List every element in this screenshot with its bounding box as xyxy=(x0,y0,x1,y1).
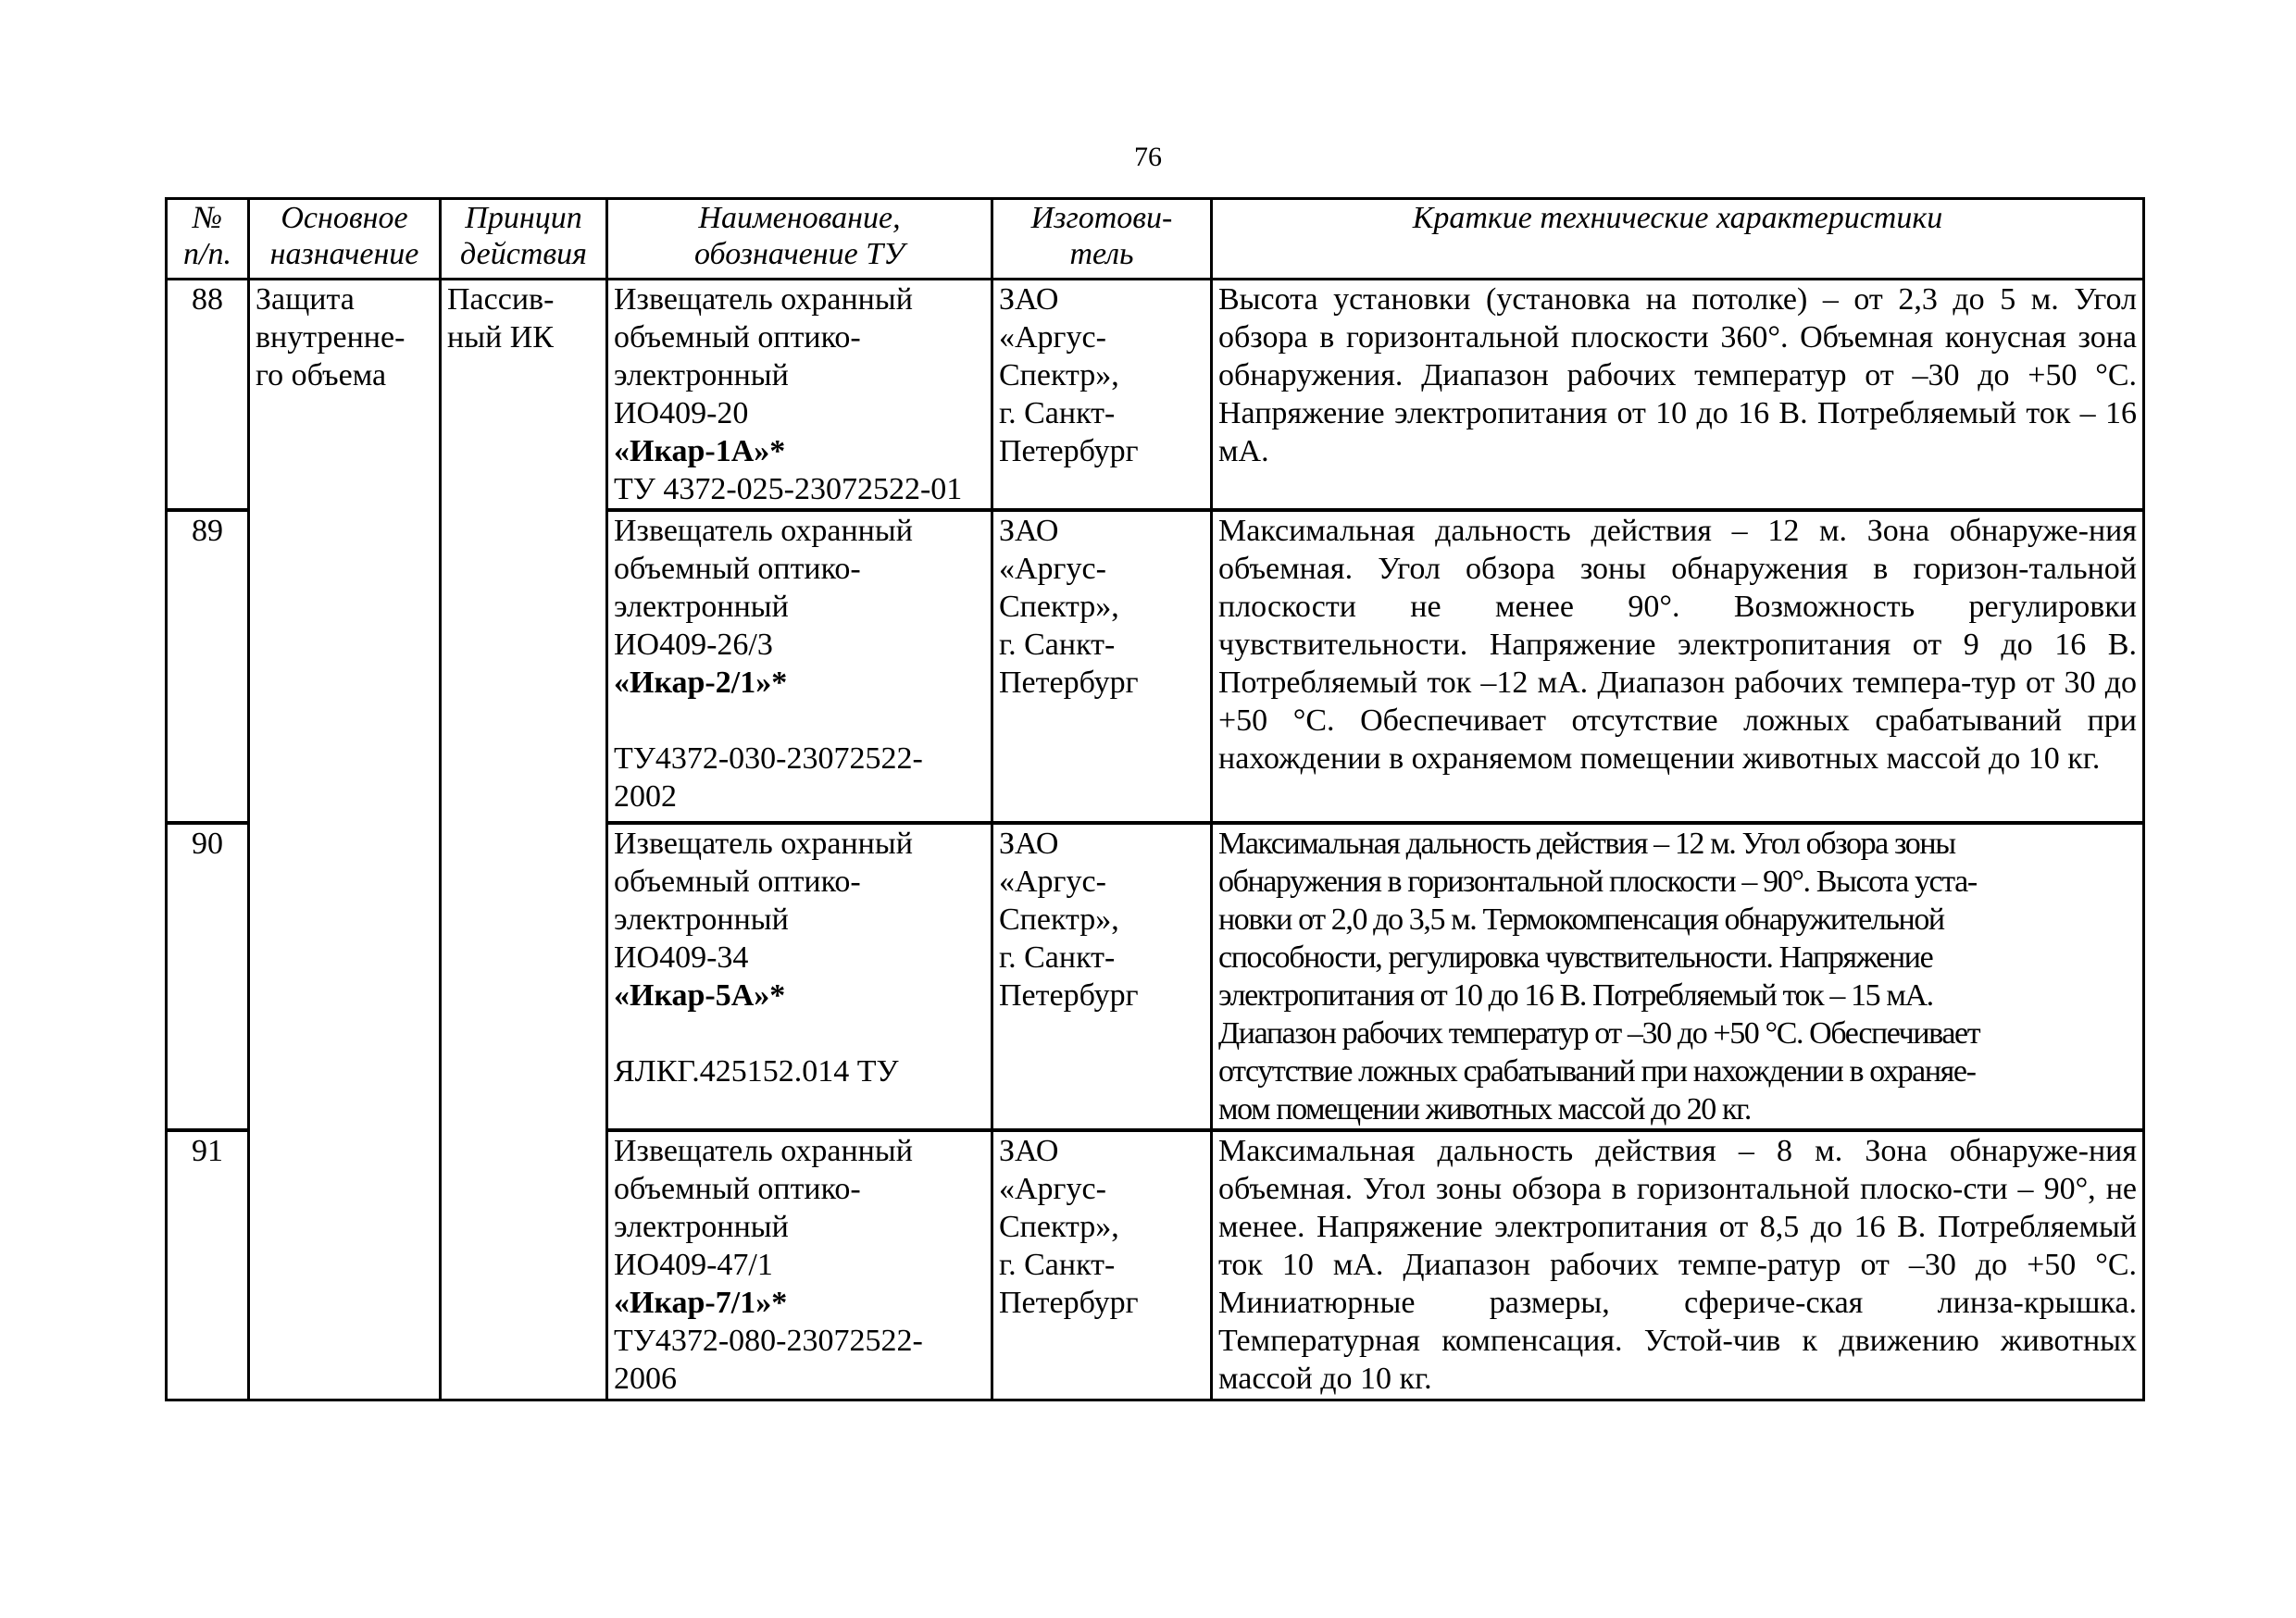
row-number: 89 xyxy=(167,510,249,823)
manufacturer-cell: ЗАО «Аргус- Спектр», г. Санкт- Петербург xyxy=(992,1130,1212,1400)
manufacturer-cell: ЗАО «Аргус- Спектр», г. Санкт- Петербург xyxy=(992,823,1212,1130)
product-tu: ТУ 4372-025-23072522-01 xyxy=(614,472,963,506)
page-number: 76 xyxy=(1134,142,1162,172)
product-name-cell: Извещатель охранный объемный оптико- электронный ИО409-34 «Икар-5А»* ЯЛКГ.425152.014 ТУ xyxy=(607,823,992,1130)
product-name-cell: Извещатель охранный объемный оптико- электронный ИО409-26/3 «Икар-2/1»* ТУ4372-030-23072522- 2002 xyxy=(607,510,992,823)
purpose-cell: Защита внутренне- го объема xyxy=(249,280,441,1400)
product-name-cell: Извещатель охранный объемный оптико- электронный ИО409-20 «Икар-1А»* ТУ 4372-025-23072522-01 xyxy=(607,280,992,511)
header-num: № п/п. xyxy=(167,199,249,280)
principle-cell: Пассив- ный ИК xyxy=(441,280,607,1400)
row-number: 90 xyxy=(167,823,249,1130)
table-row xyxy=(167,280,2144,511)
detector-spec-table xyxy=(165,197,2145,1401)
header-purpose: Основное назначение xyxy=(249,199,441,280)
header-name: Наименование, обозначение ТУ xyxy=(607,199,992,280)
table-header-row xyxy=(167,199,2144,280)
header-maker: Изготови- тель xyxy=(992,199,1212,280)
header-specs: Краткие технические характеристики xyxy=(1212,199,2144,280)
header-principle: Принцип действия xyxy=(441,199,607,280)
specs-cell: Максимальная дальность действия – 8 м. Зона обнаруже-ния объемная. Угол зоны обзора в горизонтальной плоско-сти – 90°, не менее. Напряжение электропитания от 8,5 до 16 В. Потребляемый ток 10 мА. Диапазон рабочих темпе-ратур от –30 до +50 °С. Миниатюрные размеры, сфериче-ская линза-крышка. Температурная компенсация. Устой-чив к движению животных массой до 10 кг. xyxy=(1212,1130,2144,1400)
manufacturer-cell: ЗАО «Аргус- Спектр», г. Санкт- Петербург xyxy=(992,280,1212,511)
product-model: «Икар-1А»* xyxy=(614,434,786,468)
product-tu: ТУ4372-080-23072522- xyxy=(614,1324,923,1358)
specs-cell: Высота установки (установка на потолке) – от 2,3 до 5 м. Угол обзора в горизонтальной плоскости 360°. Объемная конусная зона обнаружения. Диапазон рабочих температур от –30 до +50 °С. Напряжение электропитания от 10 до 16 В. Потребляемый ток – 16 мА. xyxy=(1212,280,2144,511)
row-number: 91 xyxy=(167,1130,249,1400)
product-name-cell: Извещатель охранный объемный оптико- электронный ИО409-47/1 «Икар-7/1»* ТУ4372-080-23072522- 2006 xyxy=(607,1130,992,1400)
manufacturer-cell: ЗАО «Аргус- Спектр», г. Санкт- Петербург xyxy=(992,510,1212,823)
specs-cell: Максимальная дальность действия – 12 м. Зона обнаруже-ния объемная. Угол обзора зоны обнаружения в горизон-тальной плоскости не менее 90°. Возможность регулировки чувствительности. Напряжение электропитания от 9 до 16 В. Потребляемый ток –12 мА. Диапазон рабочих темпера-тур от 30 до +50 °С. Обеспечивает отсутствие ложных срабатываний при нахождении в охраняемом помещении животных массой до 10 кг. xyxy=(1212,510,2144,823)
product-tu: ЯЛКГ.425152.014 ТУ xyxy=(614,1054,899,1089)
row-number: 88 xyxy=(167,280,249,511)
product-model: «Икар-5А»* xyxy=(614,978,786,1013)
specs-cell: Максимальная дальность действия – 12 м. Угол обзора зоны обнаружения в горизонтальной плоскости – 90°. Высота уста- новки от 2,0 до 3,5 м. Термокомпенсация обнаружительной способности, регулировка чувствительности. Напряжение электропитания от 10 до 16 В. Потребляемый ток – 15 мА. Диапазон рабочих температур от –30 до +50 °С. Обеспечивает отсутствие ложных срабатываний при нахождении в охраняе- мом помещении животных массой до 20 кг. xyxy=(1212,823,2144,1130)
product-tu: ТУ4372-030-23072522- xyxy=(614,741,923,776)
product-model: «Икар-7/1»* xyxy=(614,1286,788,1320)
product-model: «Икар-2/1»* xyxy=(614,666,788,700)
